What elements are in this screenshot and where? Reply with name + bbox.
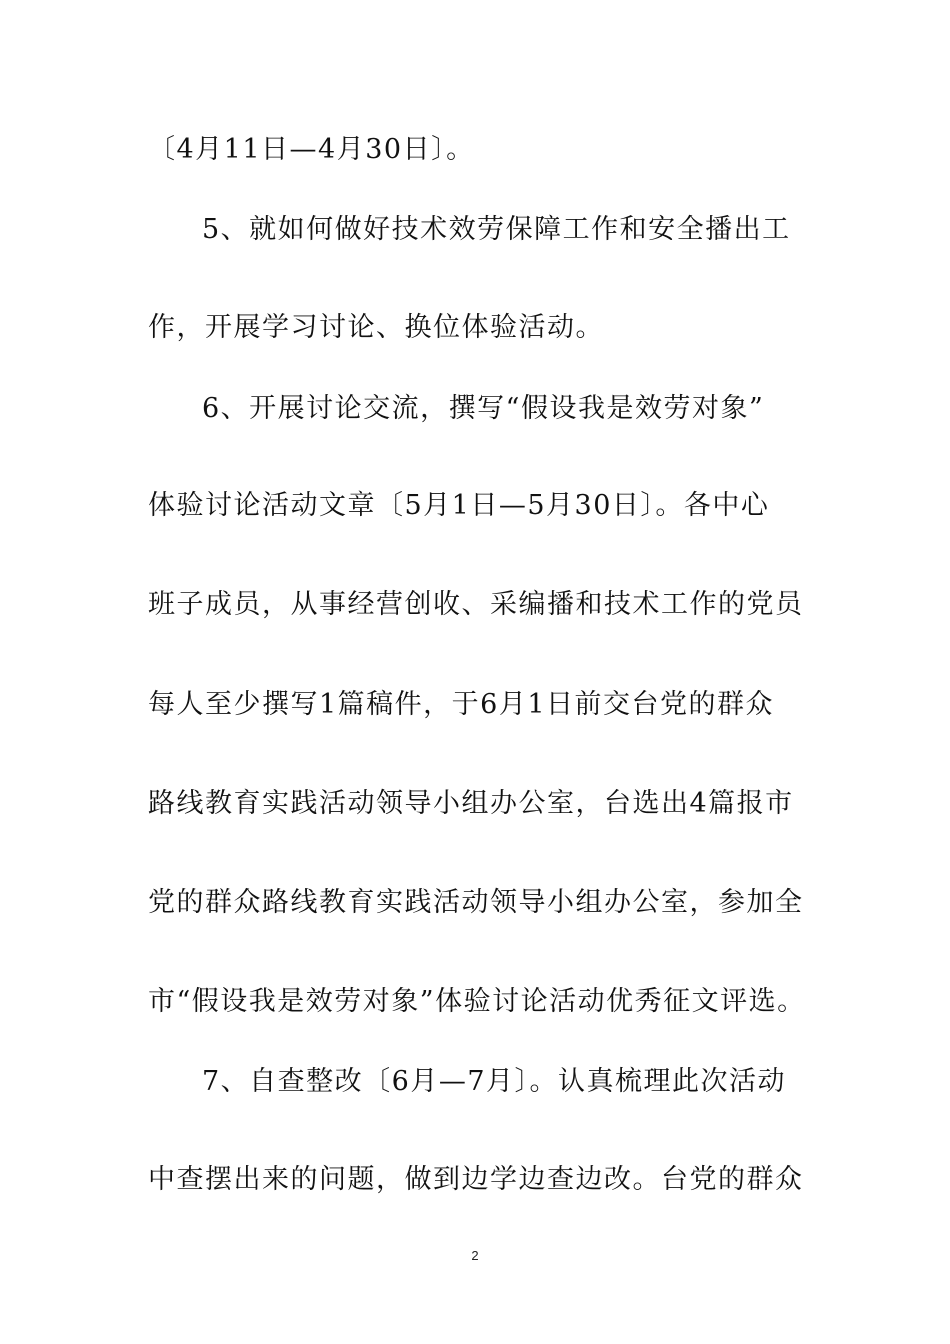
item-6-line-2: 体验讨论活动文章〔5月1日—5月30日〕。各中心 xyxy=(148,490,770,521)
item-6-line-3: 班子成员，从事经营创收、采编播和技术工作的党员 xyxy=(148,589,804,620)
item-6-line-1: 6、开展讨论交流，撰写“假设我是效劳对象” xyxy=(202,393,765,424)
page-number: 2 xyxy=(471,1248,479,1263)
item-6-line-4: 每人至少撰写1篇稿件，于6月1日前交台党的群众 xyxy=(148,689,775,720)
item-6-line-6: 党的群众路线教育实践活动领导小组办公室，参加全 xyxy=(148,887,804,918)
item-6-line-7: 市“假设我是效劳对象”体验讨论活动优秀征文评选。 xyxy=(148,986,806,1017)
item-7-line-1: 7、自查整改〔6月—7月〕。认真梳理此次活动 xyxy=(202,1066,787,1097)
item-5-line-2: 作，开展学习讨论、换位体验活动。 xyxy=(148,312,604,343)
item-5-line-1: 5、就如何做好技术效劳保障工作和安全播出工 xyxy=(202,214,791,245)
item-6-line-5: 路线教育实践活动领导小组办公室，台选出4篇报市 xyxy=(148,788,794,819)
text-line-1: 〔4月11日—4月30日〕。 xyxy=(148,134,475,165)
item-7-line-2: 中查摆出来的问题，做到边学边查边改。台党的群众 xyxy=(148,1164,804,1195)
